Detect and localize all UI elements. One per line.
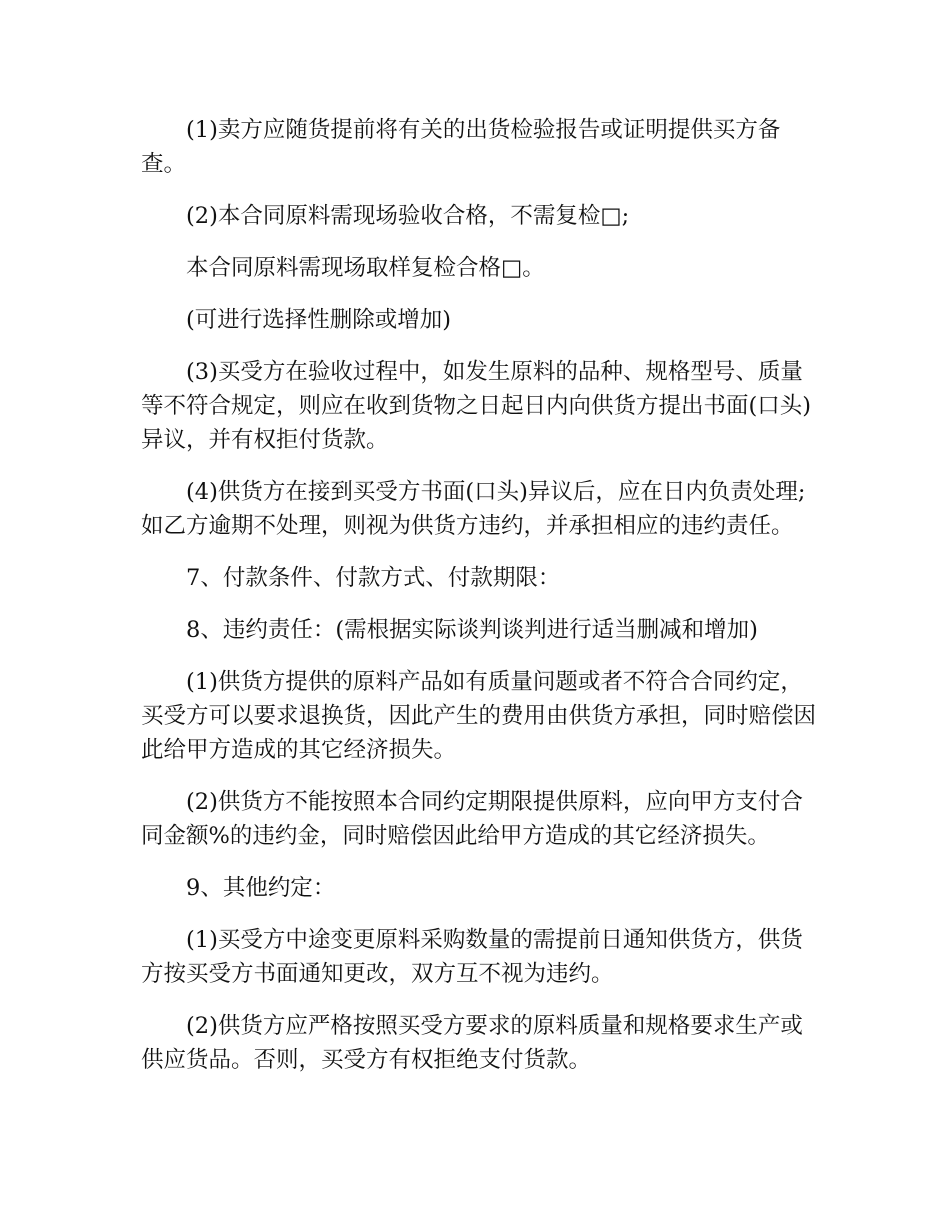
paragraph-quality-issue: (1)供货方提供的原料产品如有质量问题或者不符合合同约定，买受方可以要求退换货，因此产生的费用由供货方承担，同时赔偿因此给甲方造成的其它经济损失。 xyxy=(141,669,817,763)
paragraph-objection: (3)买受方在验收过程中，如发生原料的品种、规格型号、质量等不符合规定，则应在收到货物之日起日内向供货方提出书面(口头)异议，并有权拒付货款。 xyxy=(141,359,812,453)
heading-liability: 8、违约责任：(需根据实际谈判谈判进行适当删减和增加) xyxy=(186,617,758,643)
heading-payment-terms: 7、付款条件、付款方式、付款期限： xyxy=(186,565,561,591)
paragraph-quantity-change: (1)买受方中途变更原料采购数量的需提前日通知供货方，供货方按买受方书面通知更改，双方互不视为违约。 xyxy=(141,927,803,987)
paragraph-quality-spec: (2)供货方应严格按照买受方要求的原料质量和规格要求生产或供应货品。否则，买受方有权拒绝支付货款。 xyxy=(141,1013,803,1073)
paragraph-sampling-recheck: 本合同原料需现场取样复检合格□。 xyxy=(186,255,545,281)
paragraph-inspection-report: (1)卖方应随货提前将有关的出货检验报告或证明提供买方备查。 xyxy=(141,117,781,177)
paragraph-optional-note: (可进行选择性删除或增加) xyxy=(186,307,452,333)
paragraph-no-recheck: (2)本合同原料需现场验收合格，不需复检□; xyxy=(186,203,630,229)
paragraph-late-delivery: (2)供货方不能按照本合同约定期限提供原料，应向甲方支付合同金额%的违约金，同时赔偿因此给甲方造成的其它经济损失。 xyxy=(141,789,803,849)
document-body xyxy=(141,113,816,1095)
heading-other-terms: 9、其他约定： xyxy=(186,875,336,901)
paragraph-supplier-handling: (4)供货方在接到买受方书面(口头)异议后，应在日内负责处理;如乙方逾期不处理，则视为供货方违约，并承担相应的违约责任。 xyxy=(141,479,806,539)
